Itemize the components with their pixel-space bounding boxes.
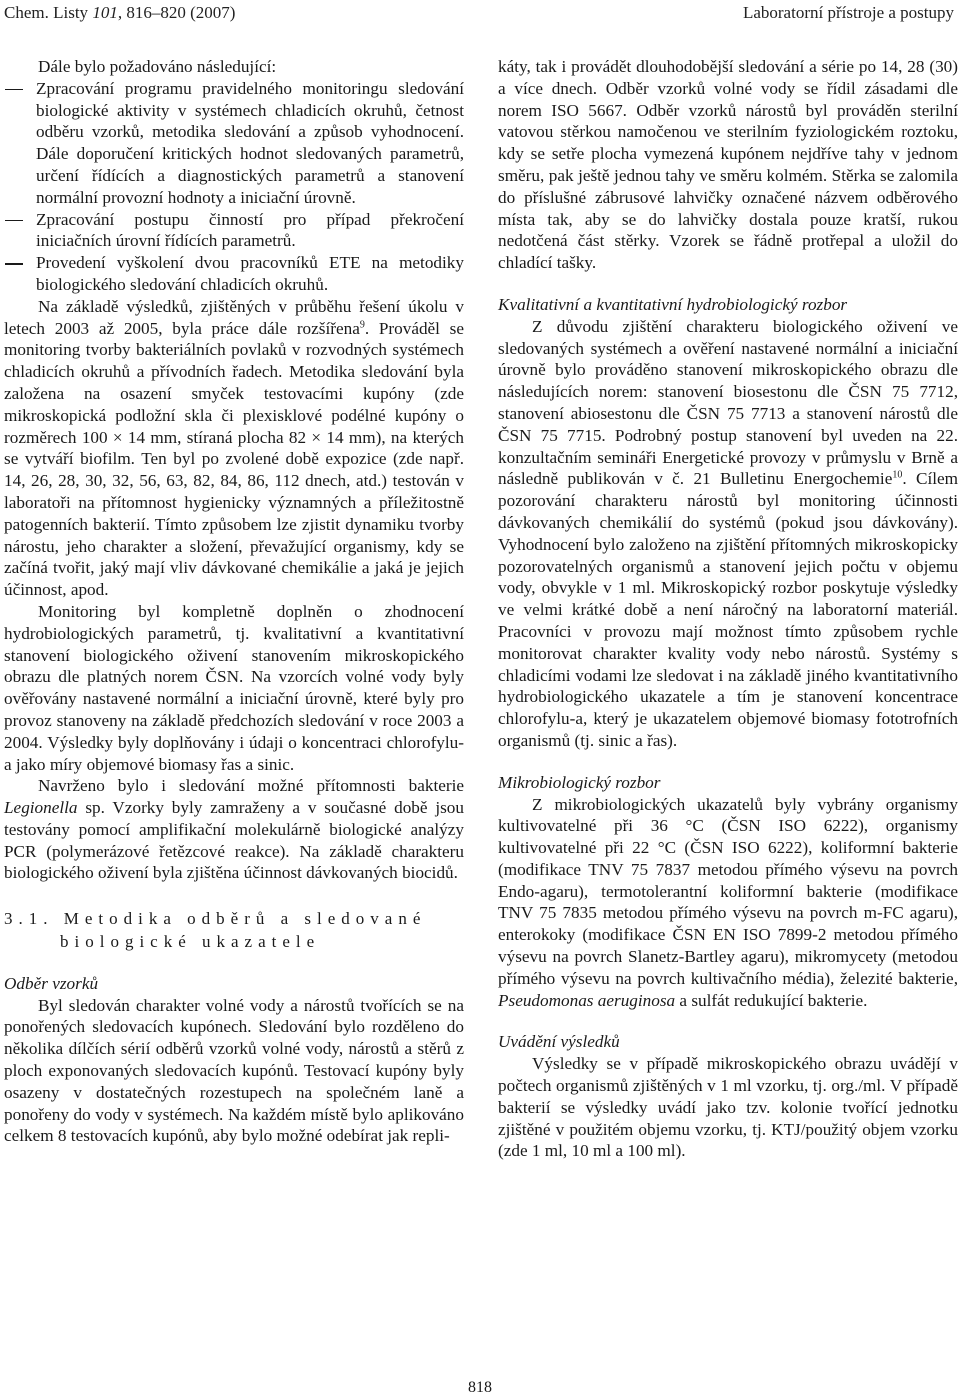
paragraph-sampling-continued: káty, tak i provádět dlouhodobější sledování a série po 14, 28 (30) a více dnech. Odběr vzorků volné vody se řídil zásadami dle norem ISO 5667. Odběr vzorků nárostů byl prováděn sterilní vatovou stěrkou namočenou ve sterilním fyziologickém roztoku, kdy se setře plocha vymezená kupónem nejdříve tahy v jednom směru, pak ještě jednou tahy ve směru kolmém. Stěrka se zalomila do příslušné zábrusové lahvičky označené názvem odběrového místa tak, aby se do lahvičky dostala pouze kratší, rukou nedotčená část stěrky. Vzorek se řádně protřepal a uložil do chladící tašky. — [498, 57, 958, 273]
section-heading-3-1: 3.1. Metodika odběrů a sledované biologické ukazatele — [4, 909, 427, 952]
left-column — [4, 56, 464, 1147]
subheading-microbiological-analysis: Mikrobiologický rozbor — [498, 772, 661, 792]
reference-9: 9 — [359, 318, 365, 330]
right-column — [498, 56, 958, 1162]
paragraph-monitoring-extension: Na základě výsledků, zjištěných v průběhu řešení úkolu v letech 2003 až 2005, byla práce dále rozšířena$^9$. Prováděl se monitoring tvorby bakteriálních povlaků v rozvodných systémech chladicích okruhů a přívodních řadech. Metodika sledování byla založena na osazení smyček testovacími kupóny (zde mikroskopická podložní skla či plexisklové podélné kupóny o rozměrech 100 × 14 mm, stíraná plocha 82 × 14 mm), na kterých se vytváří biofilm. Ten byl po zvolené době expozice (zde např. 14, 26, 28, 30, 32, 56, 63, 82, 84, 86, 112 dnech, atd.) testován v laboratoři na přítomnost hygienicky významných a příležitostně patogenních bakterií. Tímto způsobem lze zjistit dynamiku tvorby nárostu, jeho charakter a složení, převažující organismy, kdy se začíná tvořit, jaký mají vliv dávkované chemikálie a jaká je jejich účinnost, apod. — [4, 296, 464, 600]
dash-item-3: Provedení vyškolení dvou pracovníků ETE na metodiky biologického sledování chladicích okruhů. — [4, 252, 464, 296]
journal-volume: 101 — [92, 3, 118, 22]
journal-pages-year: , 816–820 (2007) — [117, 3, 236, 22]
subheading-hydrobiological-analysis: Kvalitativní a kvantitativní hydrobiologický rozbor — [498, 294, 848, 314]
paragraph-legionella: Navrženo bylo i sledování možné přítomnosti bakterie Legionella sp. Vzorky byly zamraženy a v současné době jsou testovány pomocí amplifikační molekulárně biologické analýzy PCR (polymerázové řetězcové reakce). Na základě charakteru biologického oživení byla zjištěna účinnost dávkovaných biocidů. — [4, 776, 464, 883]
legionella-term: Legionella — [4, 798, 78, 818]
subheading-results-reporting: Uvádění výsledků — [498, 1032, 620, 1052]
reference-10: 10 — [892, 469, 903, 481]
page-number: 818 — [468, 1379, 492, 1396]
paragraph-hydrobiology: Monitoring byl kompletně doplněn o zhodnocení hydrobiologických parametrů, tj. kvalitativní a kvantitativní stanovení biologického oživení stanovením mikroskopického obrazu dle platných norem ČSN. Na vzorcích volné vody byly ověřovány nastavené normální a iniciační úrovně, které byly pro provoz stanoveny na základě předchozích sledování v roce 2003 a 2004. Výsledky byly doplňovány i údaji o koncentraci chlorofylu-a jako míry objemové biomasy řas a sinic. — [4, 601, 464, 774]
pseudomonas-term: Pseudomonas aeruginosa — [498, 990, 676, 1010]
running-header — [0, 0, 960, 30]
paragraph-microscopic-analysis: Z důvodu zjištění charakteru biologického oživení ve sledovaných systémech a ověření nastavené normální a iniciační úrovně bylo prováděno stanovení mikroskopického obrazu dle následujících norem: stanovení biosestonu dle ČSN 75 7712, stanovení abiosestonu dle ČSN 75 7713 a stanovení nárostů dle ČSN 75 7715. Podrobný postup stanovení byl uveden na 22. konzultačním semináři Energetické provozy v průmyslu v Brně a následně publikován v č. 21 Bulletinu Energochemie$^{10}$. Cílem pozorování charakteru nárostů byl monitoring účinnosti dávkovaných chemikálií do systémů (pokud jsou dávkovány). Vyhodnocení bylo založeno na zjištění přítomných mikroskopicky pozorovatelných organismů a stanovení jejich počtu v objemu vody, obvykle v 1 ml. Mikroskopický rozbor poskytuje výsledky ve velmi krátké době a není náročný na laboratorní materiál. Pracovníci v provozu mají možnost tímto způsobem rychle monitorovat charakter kvality vody nebo nárostů. Systémy s chladicími vodami lze sledovat i na základě jiného kvantitativního hydrobiologického ukazatele a tím je stanovení koncentrace chlorofylu-a, který je ukazatelem objemové biomasy fototrofních organismů (tj. sinic a řas). — [498, 316, 959, 750]
dash-item-1: Zpracování programu pravidelného monitoringu sledování biologické aktivity v systémech chladicích okruhů, četnost odběru vzorků, metodika sledování a způsob vyhodnocení. Dále doporučení kritických hodnot sledovaných parametrů, určení řídících a diagnostických parametrů a stanovení normální provozní hodnoty a iniciační úrovně. — [4, 78, 464, 209]
section-title: Laboratorní přístroje a postupy — [742, 3, 954, 22]
journal-citation — [4, 3, 235, 23]
paragraph-results: Výsledky se v případě mikroskopického obrazu uvádějí v počtech organismů zjištěných v 1 ml vzorku, tj. org./ml. V případě bakterií se výsledky uvádí jako tzv. kolonie tvořící jednotku zjištěné v použitém objemu vzorku, tj. KTJ/použitý objem vzorku (zde 1 ml, 10 ml a 100 ml). — [498, 1054, 958, 1161]
paragraph-microbiology: Z mikrobiologických ukazatelů byly vybrány organismy kultivovatelné při 36 °C (ČSN ISO 6222), organismy kultivovatelné při 22 °C (ČSN ISO 6222), koliformní bakterie (modifikace TNV 75 7837 metodou přímého výsevu na povrch Endo-agaru), termotolerantní koliformní bakterie (modifikace TNV 75 7835 metodou přímého výsevu na povrch m-FC agaru), enterokoky (modifikace ČSN EN ISO 7899-2 metodou přímého výsevu na povrch Slanetz-Bartley agaru), mikromycety (metodou přímého výsevu na povrch kultivačního média), železité bakterie, Pseudomonas aeruginosa a sulfát redukující bakterie. — [498, 794, 958, 1010]
paragraph-sampling: Byl sledován charakter volné vody a nárostů tvořících se na ponořených sledovacích kupónech. Sledování bylo rozděleno do několika dílčích sérií odběrů vzorků volné vody, nárostů a stěrů z ploch exponovaných sledovacích kupónů. Testovací kupóny byly osazeny v dostatečných rozestupech na společném laně a ponořeny do vody v systémech. Na každém místě bylo aplikováno celkem 8 testovacích kupónů, aby bylo možné odebírat jak repli- — [4, 995, 464, 1146]
journal-name: Chem. Listy — [4, 3, 93, 22]
intro-line: Dále bylo požadováno následující: — [38, 57, 277, 76]
dash-item-2: Zpracování postupu činností pro případ překročení iniciačních úrovní řídících parametrů. — [4, 209, 464, 253]
subheading-odber-vzorku: Odběr vzorků — [4, 973, 99, 993]
